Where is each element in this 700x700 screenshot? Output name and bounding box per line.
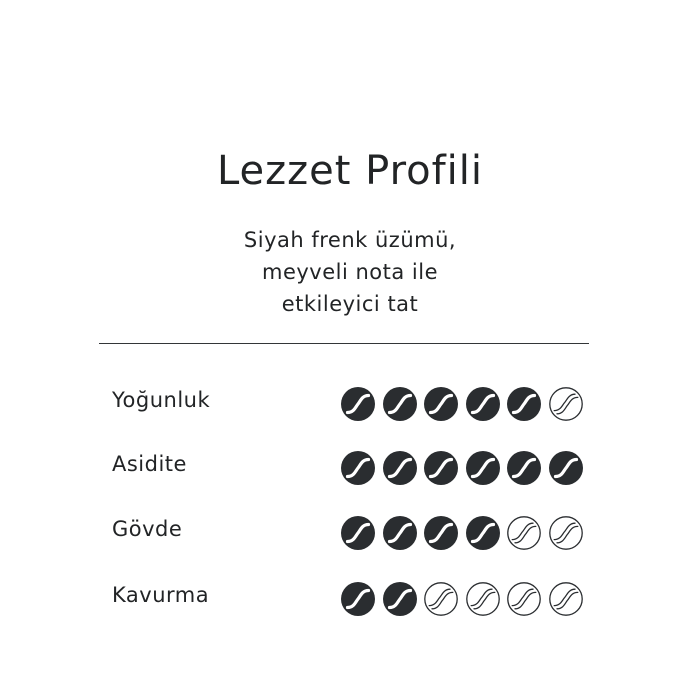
coffee-bean-empty-icon (548, 386, 584, 422)
coffee-bean-filled-icon (465, 515, 501, 551)
coffee-bean-filled-icon (340, 450, 376, 486)
coffee-bean-filled-icon (382, 450, 418, 486)
page-title: Lezzet Profili (216, 148, 484, 194)
coffee-bean-filled-icon (506, 386, 542, 422)
coffee-bean-filled-icon (423, 515, 459, 551)
coffee-bean-empty-icon (465, 581, 501, 617)
coffee-bean-filled-icon (382, 386, 418, 422)
attribute-label: Kavurma (112, 583, 210, 607)
description-line: meyveli nota ile (261, 260, 439, 284)
coffee-bean-empty-icon (548, 581, 584, 617)
coffee-bean-filled-icon (506, 450, 542, 486)
coffee-bean-filled-icon (340, 386, 376, 422)
description-line: Siyah frenk üzümü, (243, 228, 457, 252)
coffee-bean-filled-icon (382, 515, 418, 551)
coffee-bean-empty-icon (506, 515, 542, 551)
bean-rating (340, 384, 585, 424)
coffee-bean-filled-icon (340, 515, 376, 551)
coffee-bean-filled-icon (423, 450, 459, 486)
divider (99, 343, 589, 344)
attribute-label: Gövde (112, 517, 183, 541)
attribute-row-kavurma (112, 579, 592, 619)
attribute-row-govde (112, 513, 592, 553)
attribute-row-asidite (112, 448, 592, 488)
coffee-bean-empty-icon (423, 581, 459, 617)
attribute-row-yogunluk (112, 384, 592, 424)
bean-rating (340, 513, 585, 553)
coffee-bean-empty-icon (506, 581, 542, 617)
attribute-label: Yoğunluk (112, 388, 211, 412)
description-line: etkileyici tat (281, 292, 419, 316)
coffee-bean-filled-icon (465, 450, 501, 486)
coffee-bean-filled-icon (423, 386, 459, 422)
attribute-label: Asidite (112, 452, 187, 476)
coffee-bean-empty-icon (548, 515, 584, 551)
coffee-bean-filled-icon (340, 581, 376, 617)
coffee-bean-filled-icon (465, 386, 501, 422)
bean-rating (340, 579, 585, 619)
flavor-description (0, 224, 700, 320)
coffee-bean-filled-icon (382, 581, 418, 617)
bean-rating (340, 448, 585, 488)
coffee-bean-filled-icon (548, 450, 584, 486)
